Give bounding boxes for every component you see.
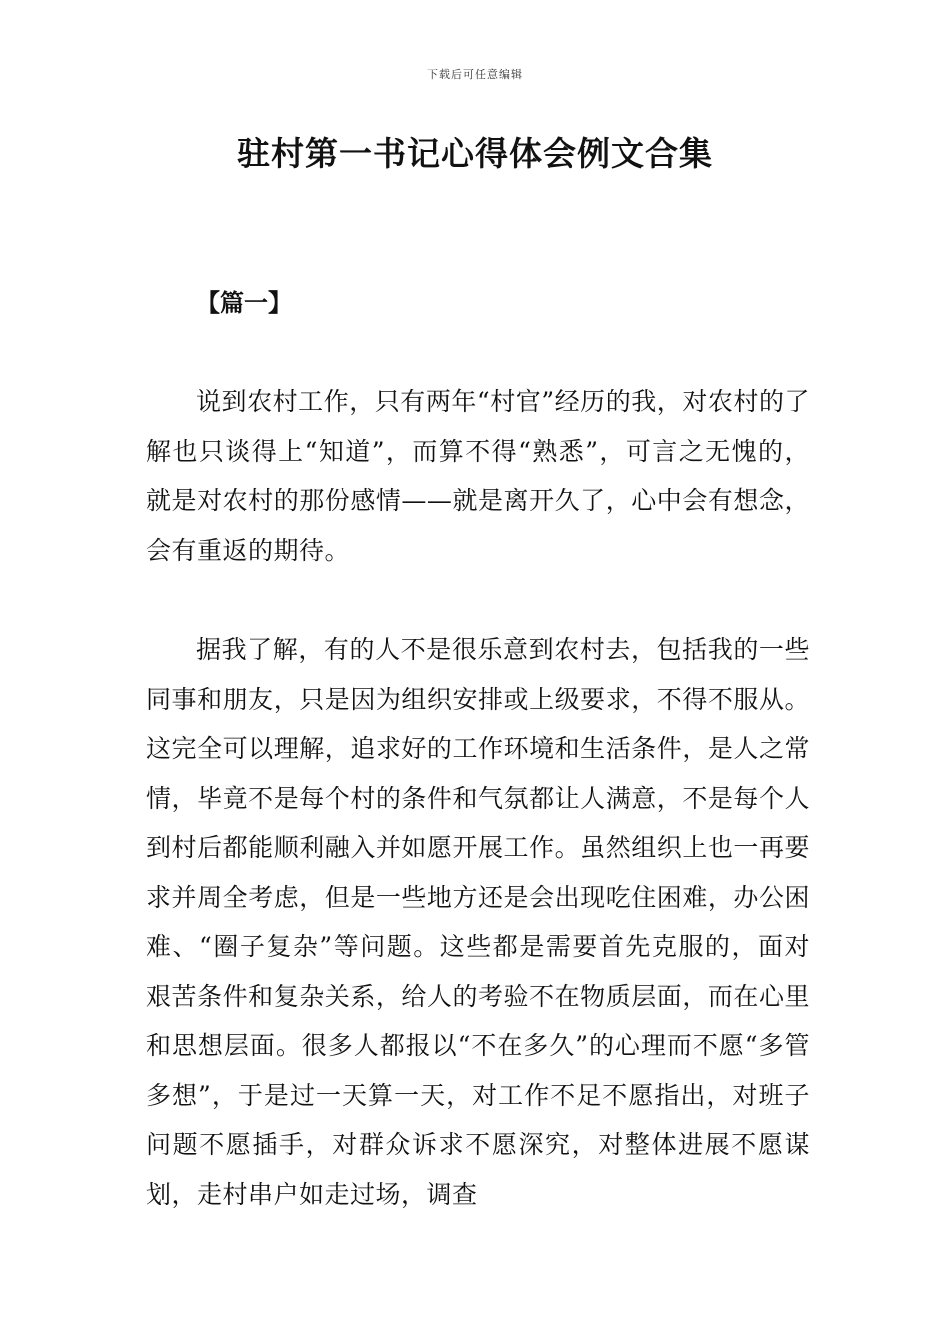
body-paragraph: 说到农村工作，只有两年“村官”经历的我，对农村的了解也只谈得上“知道”，而算不得“熟悉”，可言之无愧的，就是对农村的那份感情——就是离开久了，心中会有想念，会有重返的期待。 (146, 387, 810, 565)
header-note: 下载后可任意编辑 (427, 68, 523, 81)
body-paragraph: 据我了解，有的人不是很乐意到农村去，包括我的一些同事和朋友，只是因为组织安排或上级要求，不得不服从。这完全可以理解，追求好的工作环境和生活条件，是人之常情，毕竟不是每个村的条件和气氛都让人满意，不是每个人到村后都能顺利融入并如愿开展工作。虽然组织上也一再要求并周全考虑，但是一些地方还是会出现吃住困难，办公困难、“圈子复杂”等问题。这些都是需要首先克服的，面对艰苦条件和复杂关系，给人的考验不在物质层面，而在心里和思想层面。很多人都报以“不在多久”的心理而不愿“多管多想”，于是过一天算一天，对工作不足不愿指出，对班子问题不愿插手，对群众诉求不愿深究，对整体进展不愿谋划，走村串户如走过场，调查 (146, 635, 810, 1209)
document-title: 驻村第一书记心得体会例文合集 (237, 134, 713, 173)
section-heading: 【篇一】 (196, 288, 292, 317)
